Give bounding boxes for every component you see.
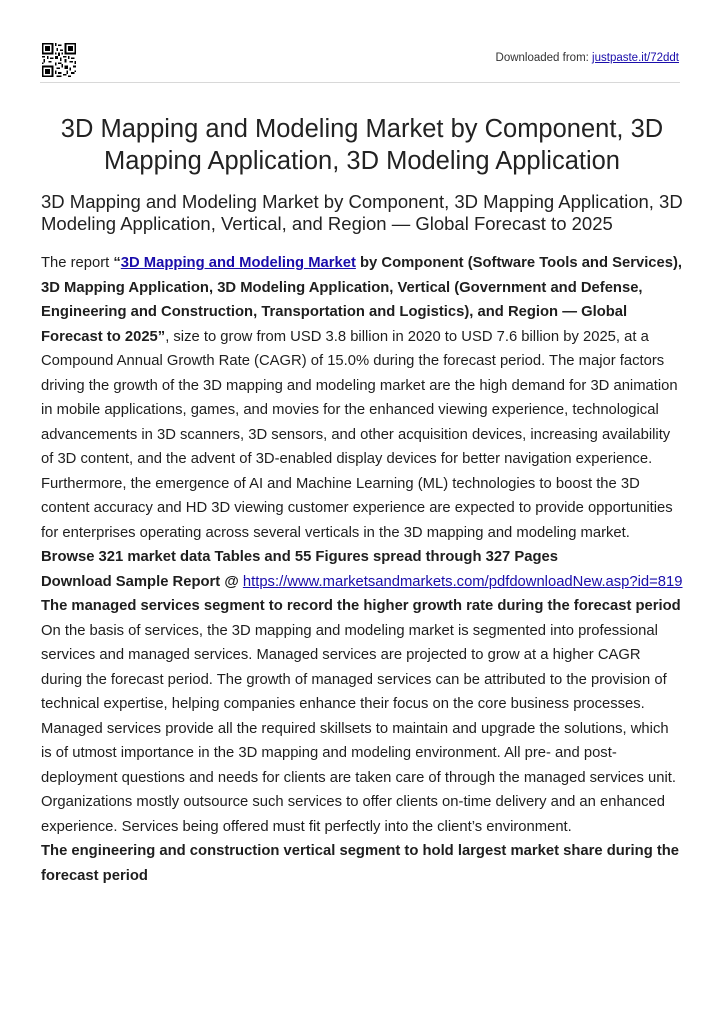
source-link[interactable]: justpaste.it/72ddt	[592, 52, 679, 64]
page-title: 3D Mapping and Modeling Market by Component, 3D Mapping Application, 3D Modeling Application	[60, 115, 664, 175]
downloaded-from	[496, 52, 679, 64]
download-label: Download Sample Report @	[41, 573, 243, 590]
document-body	[41, 113, 683, 888]
download-sample-link[interactable]: https://www.marketsandmarkets.com/pdfdownloadNew.asp?id=819	[242, 573, 683, 590]
browse-line	[41, 545, 683, 570]
section-heading-managed-services: The managed services segment to record the higher growth rate during the forecast period	[41, 598, 681, 614]
intro-prefix: The report	[41, 255, 114, 271]
section-body-managed-services: On the basis of services, the 3D mapping and modeling market is segmented into professional services and managed services. Managed services are projected to grow at a higher CAGR during the forecast period. The growth of managed services can be attributed to the provision of technical expertise, helping companies enhance their focus on the core business processes. Managed services provide all the required skillsets to maintain and upgrade the solutions, which is of utmost importance in the 3D mapping and modeling environment. All pre- and post-deployment questions and needs for clients are taken care of through the managed services unit. Organizations mostly outsource such services to offer clients on-time delivery and an enhanced experience. Services being offered must fit perfectly into the client’s environment.	[41, 622, 677, 835]
qr-code-icon	[42, 43, 76, 77]
page-subtitle: 3D Mapping and Modeling Market by Component, 3D Mapping Application, 3D Modeling Application, Vertical, and Region — Global Forecast to 2025	[41, 191, 683, 234]
section-heading-engineering-construction: The engineering and construction vertical segment to hold largest market share during the forecast period	[41, 843, 680, 884]
intro-body: , size to grow from USD 3.8 billion in 2020 to USD 7.6 billion by 2025, at a Compound Annual Growth Rate (CAGR) of 15.0% during the forecast period. The major factors driving the growth of the 3D mapping and modeling market are the high demand for 3D animation in mobile applications, games, and movies for the enhanced viewing experience, technological advancements in 3D scanners, 3D sensors, and other acquisition devices, increasing availability of 3D content, and the advent of 3D-enabled display devices for better navigation experience. Furthermore, the emergence of AI and Machine Learning (ML) technologies to boost the 3D content accuracy and HD 3D viewing customer experience are expected to provide opportunities for enterprises operating across several verticals in the 3D mapping and modeling market.	[41, 328, 678, 541]
header-divider	[40, 82, 680, 83]
browse-text: Browse 321 market data Tables and 55 Figures spread through 327 Pages	[41, 549, 558, 565]
market-report-link[interactable]: 3D Mapping and Modeling Market	[120, 255, 356, 271]
intro-paragraph	[41, 251, 683, 545]
intro-report-title: by Component (Software Tools and Services), 3D Mapping Application, 3D Modeling Application, Vertical (Government and Defense, Engineering and Construction, Transportation and Logistics), and Region — Global Forecast to 2025”	[41, 255, 683, 345]
download-line	[41, 570, 683, 595]
article-text	[41, 251, 683, 888]
intro-open-quote: “	[113, 255, 121, 271]
downloaded-from-label: Downloaded from:	[495, 52, 589, 64]
